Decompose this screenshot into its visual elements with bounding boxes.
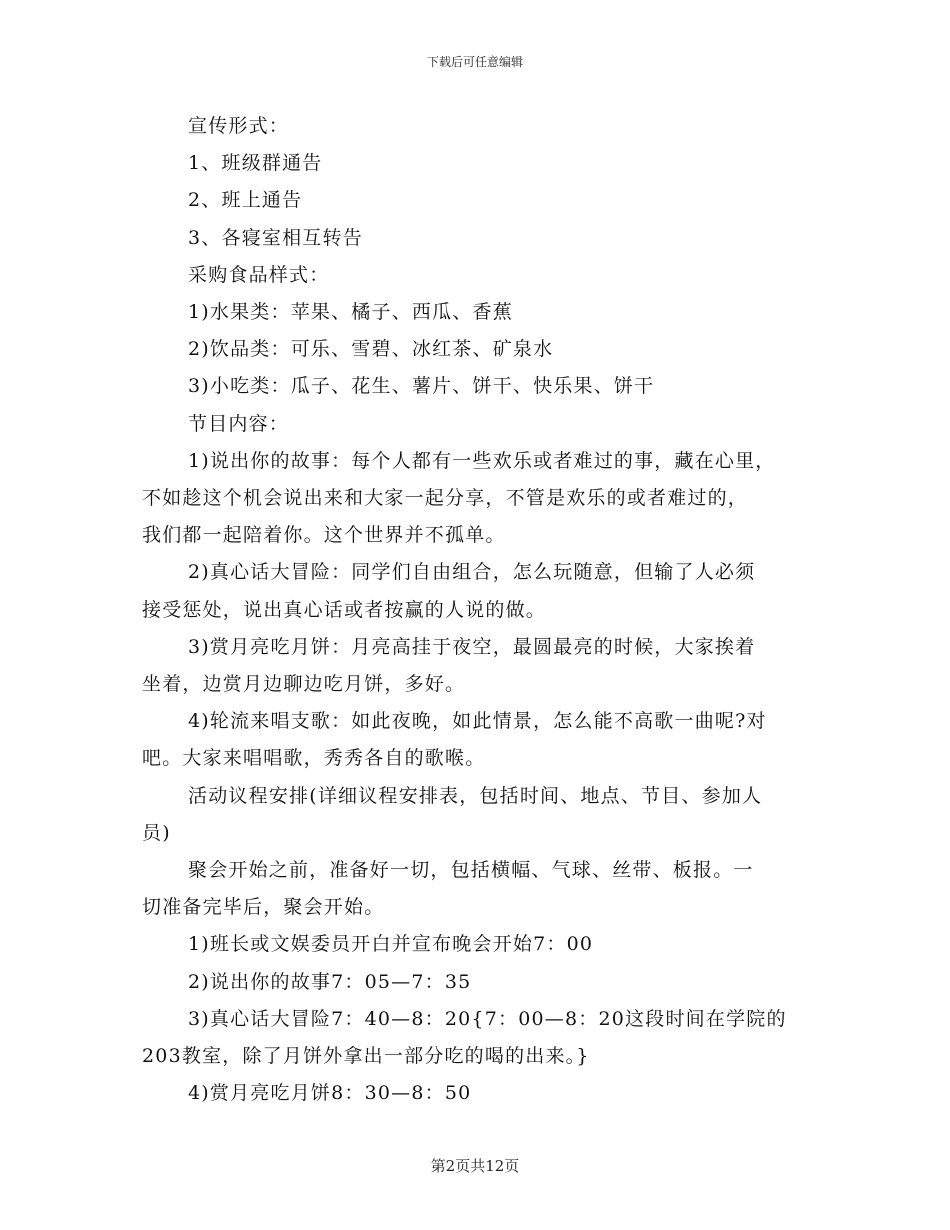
text-line: 2)饮品类：可乐、雪碧、冰红茶、矿泉水: [188, 338, 554, 361]
text-line: 2)说出你的故事7：05—7：35: [188, 970, 472, 993]
numbered-line: 3、各寝室相互转告: [188, 226, 363, 249]
page-footer: 第2页共12页: [430, 1157, 520, 1175]
document-body: [142, 108, 808, 1112]
numbered-line: 2、班上通告: [188, 189, 303, 212]
text-line: 聚会开始之前，准备好一切，包括横幅、气球、丝带、板报。一: [188, 859, 754, 882]
text-line: 3)赏月亮吃月饼：月亮高挂于夜空，最圆最亮的时候，大家挨着: [188, 635, 756, 658]
text-line: 节目内容：: [188, 412, 290, 435]
text-line: 坐着，边赏月边聊边吃月饼，多好。: [142, 673, 466, 696]
text-line: 3)小吃类：瓜子、花生、薯片、饼干、快乐果、饼干: [188, 375, 655, 398]
text-line: 宣传形式：: [188, 115, 290, 137]
text-line: 203教室，除了月饼外拿出一部分吃的喝的出来。}: [142, 1045, 590, 1068]
text-line: 2)真心话大冒险：同学们自由组合，怎么玩随意，但输了人必须: [188, 561, 756, 584]
text-line: 不如趁这个机会说出来和大家一起分享，不管是欢乐的或者难过的，: [142, 487, 749, 510]
text-line: 吧。大家来唱唱歌，秀秀各自的歌喉。: [142, 747, 486, 770]
text-line: 4)轮流来唱支歌：如此夜晚，如此情景，怎么能不高歌一曲呢?对: [188, 710, 767, 733]
numbered-line: 1、班级群通告: [188, 152, 323, 175]
text-line: 切准备完毕后，聚会开始。: [142, 896, 385, 919]
text-line: 1)说出你的故事：每个人都有一些欢乐或者难过的事，藏在心里，: [188, 449, 776, 472]
text-line: 采购食品样式：: [188, 263, 330, 286]
text-line: 1)班长或文娱委员开白并宣布晚会开始7：00: [188, 933, 594, 956]
text-line: 我们都一起陪着你。这个世界并不孤单。: [142, 524, 506, 547]
text-line: 员): [142, 821, 171, 844]
text-line: 3)真心话大冒险7：40—8：20{7：00—8：20这段时间在学院的: [188, 1007, 787, 1030]
text-line: 4)赏月亮吃月饼8：30—8：50: [188, 1082, 472, 1105]
text-line: 活动议程安排(详细议程安排表，包括时间、地点、节目、参加人: [188, 784, 763, 807]
text-line: 1)水果类：苹果、橘子、西瓜、香蕉: [188, 301, 513, 324]
text-line: 接受惩处，说出真心话或者按赢的人说的做。: [142, 598, 547, 621]
page-header: 下载后可任意编辑: [426, 55, 523, 69]
